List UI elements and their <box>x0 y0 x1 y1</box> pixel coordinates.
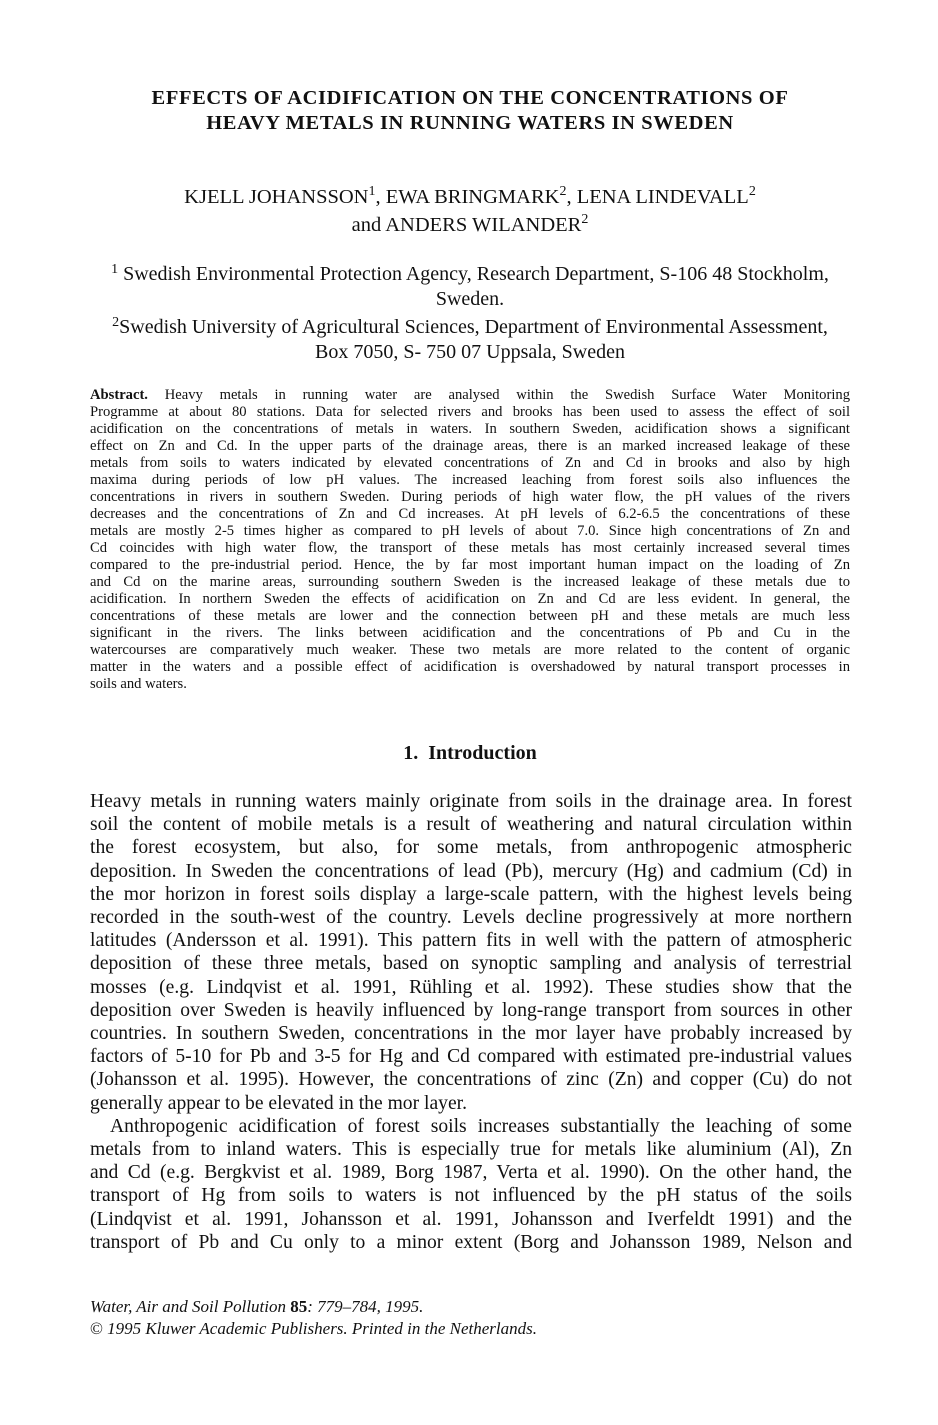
author-affil-sup: 1 <box>368 184 376 199</box>
body-line: (Lindqvist et al. 1991, Johansson et al. 1991, Johansson and Iverfeldt 1991) and the <box>90 1208 852 1230</box>
abstract-line: metals from soils to waters indicated by elevated concentrations of Zn and Cd in brooks and also by high <box>90 455 850 471</box>
author-bringmark: , EWA BRINGMARK <box>375 186 560 208</box>
affiliation-text: Swedish University of Agricultural Sciences, Department of Environmental Assessment, <box>119 316 828 338</box>
abstract-line: acidification on the concentrations of metals in waters. In southern Sweden, acidification shows a significant <box>90 421 850 437</box>
body-line: (Johansson et al. 1995). However, the concentrations of zinc (Zn) and copper (Cu) do not <box>90 1069 852 1091</box>
affiliation-2-line-1 <box>90 315 850 340</box>
affiliation-1-line-1 <box>90 262 850 287</box>
copyright-text: 1995 Kluwer Academic Publishers. Printed in the Netherlands. <box>102 1319 538 1338</box>
affiliation-2 <box>90 315 850 365</box>
abstract-line: and Cd on the marine areas, surrounding southern Sweden is the increased leakage of these metals due to <box>90 574 850 590</box>
body-line: metals from to inland waters. This is especially true for metals like aluminium (Al), Zn <box>90 1139 852 1161</box>
citation-line <box>90 1296 850 1318</box>
author-lindevall: , LENA LINDEVALL <box>566 186 749 208</box>
body-line: generally appear to be elevated in the mor layer. <box>90 1092 468 1114</box>
body-line: transport of Pb and Cu only to a minor extent (Borg and Johansson 1989, Nelson and <box>90 1231 852 1253</box>
abstract-line <box>90 387 850 404</box>
abstract-line: maxima during periods of low pH values. The increased leaching from forest soils also influences the <box>90 472 850 488</box>
title-line-1: EFFECTS OF ACIDIFICATION ON THE CONCENTRATIONS OF <box>151 87 789 109</box>
affiliation-1 <box>90 262 850 312</box>
abstract-line: soils and waters. <box>90 676 187 692</box>
author-list <box>90 183 850 239</box>
affiliation-text: Swedish Environmental Protection Agency, Research Department, S-106 48 Stockholm, <box>118 263 829 285</box>
abstract-line: watercourses are comparatively much weaker. These two metals are more related to the content of organic <box>90 642 850 658</box>
body-line: and Cd (e.g. Bergkvist et al. 1989, Borg 1987, Verta et al. 1990). On the other hand, the <box>90 1162 852 1184</box>
author-wilander: and ANDERS WILANDER <box>351 214 582 236</box>
abstract-line: compared to the pre-industrial period. Hence, the by far most important human impact on the loading of Zn <box>90 557 850 573</box>
body-line: transport of Hg from soils to waters is not influenced by the pH status of the soils <box>90 1185 852 1207</box>
body-line: the forest ecosystem, but also, for some metals, from anthropogenic atmospheric <box>90 837 852 859</box>
author-line-2 <box>90 211 850 239</box>
abstract-line: concentrations in rivers in southern Sweden. During periods of high water flow, the pH values of the rivers <box>90 489 850 505</box>
abstract-line: Cd coincides with high water flow, the transport of these metals has most certainly increased several times <box>90 540 850 556</box>
abstract-line: matter in the waters and a possible effect of acidification is overshadowed by natural transport processes in <box>90 659 850 675</box>
abstract-line: metals are mostly 2-5 times higher as compared to pH levels of about 7.0. Since high concentrations of Zn and <box>90 523 850 539</box>
body-line: factors of 5-10 for Pb and 3-5 for Hg and Cd compared with estimated pre-industrial values <box>90 1046 852 1068</box>
title-line-2: HEAVY METALS IN RUNNING WATERS IN SWEDEN <box>206 112 734 134</box>
abstract-line: significant in the rivers. The links between acidification and the concentrations of Pb and Cu in the <box>90 625 850 641</box>
abstract-line: decreases and the concentrations of Zn and Cd increases. At pH levels of 6.2-6.5 the concentrations of these <box>90 506 850 522</box>
journal-pages: : 779–784, 1995. <box>307 1297 424 1316</box>
body-line: latitudes (Andersson et al. 1991). This pattern fits in well with the pattern of atmospheric <box>90 930 852 952</box>
copyright-line <box>90 1318 850 1340</box>
body-line: soil the content of mobile metals is a result of weathering and natural circulation within <box>90 814 852 836</box>
abstract-line: concentrations of these metals are lower and the connection between pH and these metals are much less <box>90 608 850 624</box>
author-line-1 <box>90 183 850 211</box>
journal-footer <box>90 1296 850 1340</box>
body-line: deposition of these three metals, based on synoptic sampling and analysis of terrestrial <box>90 953 852 975</box>
copyright-symbol: © <box>90 1319 103 1338</box>
abstract-line: effect on Zn and Cd. In the upper parts of the drainage areas, there is an marked increased leakage of these <box>90 438 850 454</box>
abstract-label: Abstract. <box>90 387 148 403</box>
body-line: deposition over Sweden is heavily influenced by long-range transport from sources in other <box>90 999 852 1021</box>
journal-name: Water, Air and Soil Pollution <box>90 1297 286 1316</box>
body-line: recorded in the south-west of the country. Levels decline progressively at more northern <box>90 907 852 929</box>
affiliation-2-line-2: Box 7050, S- 750 07 Uppsala, Sweden <box>315 341 625 363</box>
author-affil-sup: 2 <box>559 184 567 199</box>
body-line: mosses (e.g. Lindqvist et al. 1991, Rühling et al. 1992). These studies show that the <box>90 976 852 998</box>
introduction-body <box>90 790 852 1254</box>
author-johansson: KJELL JOHANSSON <box>184 186 369 208</box>
journal-volume: 85 <box>290 1297 308 1316</box>
body-line: Heavy metals in running waters mainly originate from soils in the drainage area. In forest <box>90 791 852 812</box>
abstract-line: acidification. In northern Sweden the effects of acidification on Zn and Cd are less evident. In general, the <box>90 591 850 607</box>
body-line: the mor horizon in forest soils display a large-scale pattern, with the highest levels being <box>90 883 852 905</box>
author-affil-sup: 2 <box>748 184 756 199</box>
affiliation-sup: 2 <box>112 315 120 330</box>
affiliation-1-line-2: Sweden. <box>435 288 505 310</box>
paper-title <box>90 86 850 136</box>
section-title: Introduction <box>428 742 537 764</box>
section-heading-introduction <box>90 741 850 765</box>
affiliation-sup: 1 <box>111 262 119 277</box>
body-line: Anthropogenic acidification of forest soils increases substantially the leaching of some <box>110 1115 852 1137</box>
author-affil-sup: 2 <box>581 212 589 227</box>
body-line: countries. In southern Sweden, concentrations in the mor layer have probably increased by <box>90 1023 852 1045</box>
section-number: 1. <box>403 742 419 764</box>
body-line: deposition. In Sweden the concentrations of lead (Pb), mercury (Hg) and cadmium (Cd) in <box>90 860 852 882</box>
abstract-line-text: Heavy metals in running water are analysed within the Swedish Surface Water Monitoring <box>147 387 850 403</box>
abstract-line: Programme at about 80 stations. Data for selected rivers and brooks has been used to assess the effect of soil <box>90 404 850 420</box>
abstract <box>90 387 850 693</box>
